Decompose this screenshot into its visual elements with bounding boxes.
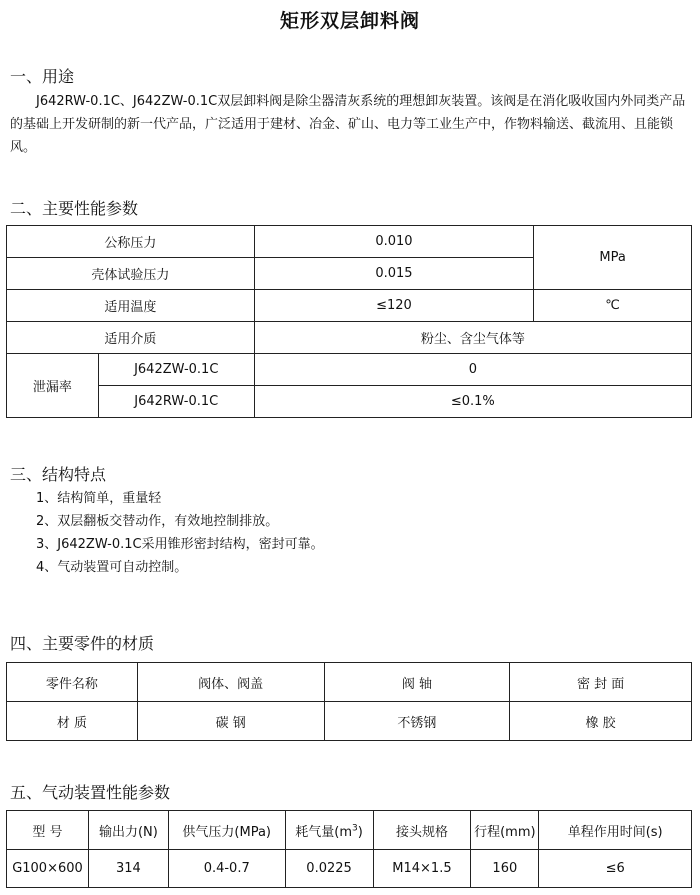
list-item: 2、双层翻板交替动作，有效地控制排放。 [36, 514, 279, 529]
table-cell: 行程(mm) [471, 811, 539, 850]
leak-value: 0 [254, 354, 691, 386]
pneumatic-table [6, 810, 692, 888]
section-heading-pneumatic: 五、气动装置性能参数 [10, 783, 171, 802]
table-cell: 阀体、阀盖 [137, 663, 324, 702]
table-cell: 供气压力(MPa) [168, 811, 285, 850]
table-cell [285, 811, 373, 850]
table-cell: 阀 轴 [324, 663, 510, 702]
table-cell: G100×600 [7, 850, 89, 888]
medium-value: 粉尘、含尘气体等 [254, 322, 691, 354]
list-item: 1、结构简单，重量轻 [36, 491, 162, 506]
section-heading-materials: 四、主要零件的材质 [10, 634, 155, 653]
section-heading-performance: 二、主要性能参数 [10, 199, 139, 218]
table-row [7, 322, 692, 354]
list-item: 4、气动装置可自动控制。 [36, 560, 188, 575]
table-row [7, 811, 692, 850]
param-label: 壳体试验压力 [7, 258, 255, 290]
air-consumption-label: 耗气量(m [295, 824, 353, 840]
table-cell: 0.0225 [285, 850, 373, 888]
table-cell: 材 质 [7, 702, 138, 741]
table-row [7, 702, 692, 741]
table-cell: 橡 胶 [510, 702, 692, 741]
paren: ) [357, 824, 363, 840]
param-label: 公称压力 [7, 226, 255, 258]
table-cell: 单程作用时间(s) [539, 811, 692, 850]
table-cell: 型 号 [7, 811, 89, 850]
usage-text: J642RW-0.1C、J642ZW-0.1C双层卸料阀是除尘器清灰系统的理想卸灰装置。该阀是在消化吸收国内外同类产品的基础上开发研制的新一代产品，广泛适用于建材、冶金、矿山、电力等工业生产中，作物料输送、截流用、且能锁风。 [10, 94, 686, 155]
table-row [7, 386, 692, 418]
medium-label: 适用介质 [7, 322, 255, 354]
table-row [7, 290, 692, 322]
table-cell: 160 [471, 850, 539, 888]
table-cell: ≤6 [539, 850, 692, 888]
table-row [7, 850, 692, 888]
superscript: 3 [352, 823, 358, 834]
table-cell: 314 [88, 850, 168, 888]
table-row [7, 663, 692, 702]
table-cell: 零件名称 [7, 663, 138, 702]
param-value: 0.010 [254, 226, 534, 258]
table-cell: 输出力(N) [88, 811, 168, 850]
usage-paragraph [10, 90, 692, 159]
materials-table [6, 662, 692, 741]
leak-label: 泄漏率 [7, 354, 99, 418]
temperature-unit: ℃ [534, 290, 692, 322]
structure-list [36, 487, 324, 579]
leak-model: J642ZW-0.1C [98, 354, 254, 386]
document-title: 矩形双层卸料阀 [279, 10, 420, 32]
table-cell: 碳 钢 [137, 702, 324, 741]
table-cell: 接头规格 [373, 811, 471, 850]
table-cell: 不锈钢 [324, 702, 510, 741]
table-cell: 0.4-0.7 [168, 850, 285, 888]
pressure-unit: MPa [534, 226, 692, 290]
list-item: 3、J642ZW-0.1C采用锥形密封结构，密封可靠。 [36, 537, 324, 552]
table-row [7, 354, 692, 386]
table-cell: M14×1.5 [373, 850, 471, 888]
table-row [7, 226, 692, 258]
table-cell: 密 封 面 [510, 663, 692, 702]
performance-table [6, 225, 692, 418]
param-value: 0.015 [254, 258, 534, 290]
param-label: 适用温度 [7, 290, 255, 322]
section-heading-usage: 一、用途 [10, 67, 75, 86]
section-heading-structure: 三、结构特点 [10, 465, 107, 484]
leak-value: ≤0.1% [254, 386, 691, 418]
param-value: ≤120 [254, 290, 534, 322]
leak-model: J642RW-0.1C [98, 386, 254, 418]
